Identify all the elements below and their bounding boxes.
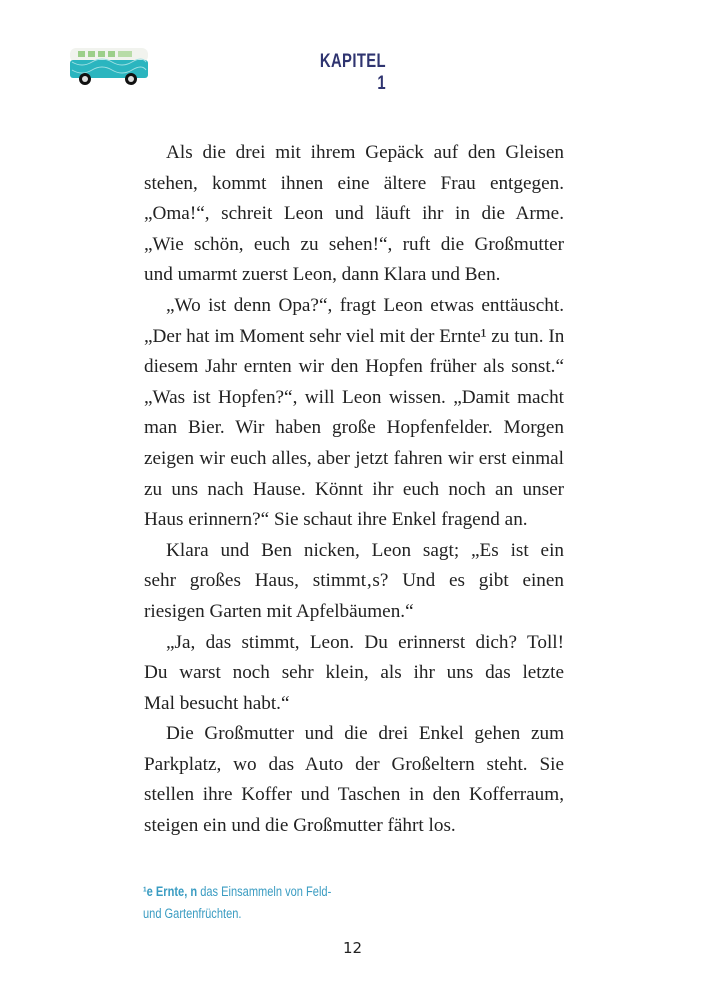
footnote-term: ¹e Ernte, n — [143, 884, 198, 899]
text-line: Die Großmutter und die drei Enkel gehen zum — [166, 723, 564, 745]
body-text — [144, 138, 564, 842]
text-line: Als die drei mit ihrem Gepäck auf den Gleisen — [166, 142, 564, 163]
paragraph — [144, 138, 564, 291]
page-number: 12 — [343, 939, 363, 957]
text-line: „Wo ist denn Opa?“, fragt Leon etwas enttäuscht. — [166, 294, 564, 316]
text-line: Haus erinnern?“ Sie schaut ihre Enkel fragend an. — [144, 509, 528, 531]
text-line: riesigen Garten mit Apfelbäumen.“ — [144, 600, 414, 622]
paragraph — [144, 291, 564, 536]
footnote-definition: das Einsammeln von Feld- — [197, 884, 332, 899]
text-line: „Ja, das stimmt, Leon. Du erinnerst dich? Toll! — [166, 631, 564, 653]
paragraph — [144, 719, 564, 841]
text-line: stellen ihre Koffer und Taschen in den Kofferraum, — [144, 784, 564, 806]
footnote-definition-cont: und Gartenfrüchten. — [143, 906, 242, 921]
text-line: „Der hat im Moment sehr viel mit der Ernte¹ zu tun. In — [144, 325, 565, 347]
text-line: zu uns nach Hause. Könnt ihr euch noch an unser — [144, 478, 564, 500]
text-line: stehen, kommt ihnen eine ältere Frau entgegen. — [144, 172, 564, 194]
paragraph — [144, 628, 564, 720]
text-line: steigen ein und die Großmutter fährt los. — [144, 815, 456, 837]
text-line: und umarmt zuerst Leon, dann Klara und Ben. — [144, 264, 501, 286]
camper-van-icon — [68, 46, 152, 88]
chapter-heading: KAPITEL 1 — [319, 51, 386, 94]
text-line: „Wie schön, euch zu sehen!“, ruft die Großmutter — [144, 233, 564, 255]
footnote — [143, 881, 331, 925]
text-line: „Oma!“, schreit Leon und läuft ihr in die Arme. — [144, 203, 564, 225]
text-line: Du warst noch sehr klein, als ihr uns das letzte — [144, 662, 564, 684]
text-line: „Was ist Hopfen?“, will Leon wissen. „Damit macht — [144, 386, 564, 408]
text-line: zeigen wir euch alles, aber jetzt fahren wir erst einmal — [144, 447, 564, 469]
text-line: Parkplatz, wo das Auto der Großeltern steht. Sie — [144, 753, 564, 775]
text-line: Klara und Ben nicken, Leon sagt; „Es ist ein — [166, 539, 564, 561]
text-line: man Bier. Wir haben große Hopfenfelder. Morgen — [144, 417, 564, 439]
text-line: sehr großes Haus, stimmt‚s? Und es gibt einen — [144, 570, 564, 592]
text-line: diesem Jahr ernten wir den Hopfen früher als sonst.“ — [144, 356, 564, 378]
paragraph — [144, 536, 564, 628]
text-line: Mal besucht habt.“ — [144, 692, 290, 714]
